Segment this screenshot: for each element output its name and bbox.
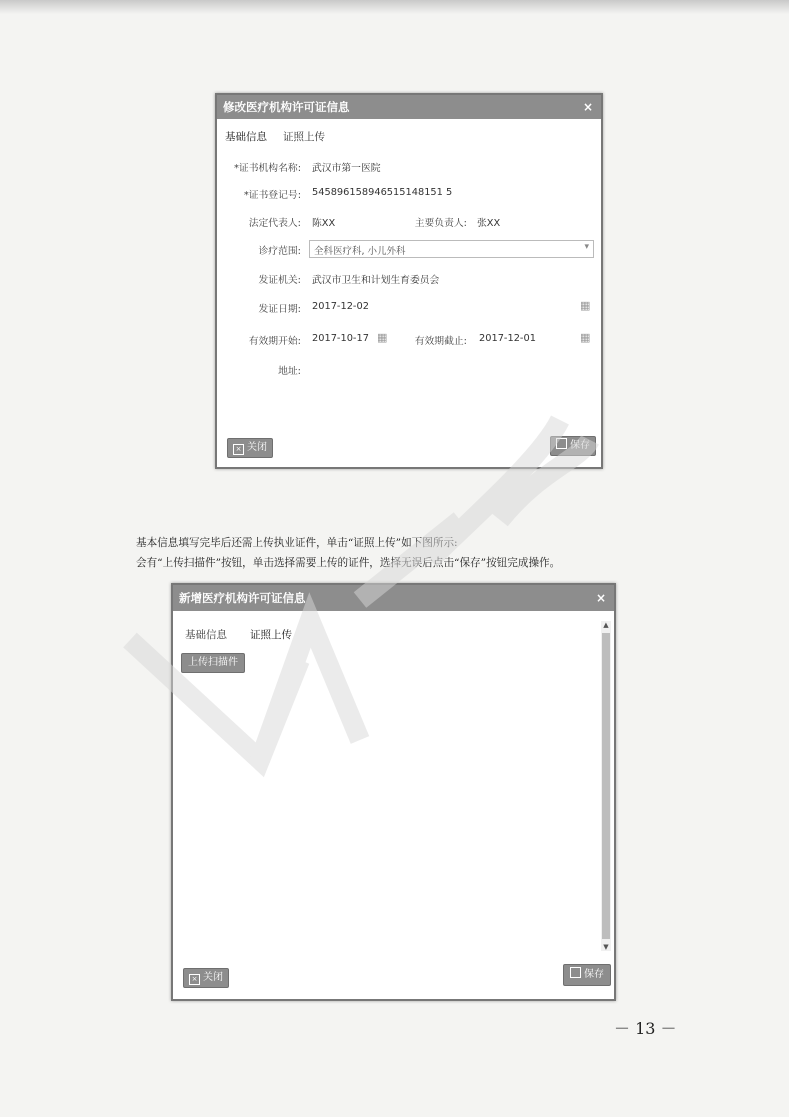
- valid-from-input[interactable]: 2017-10-17: [312, 333, 369, 344]
- floppy-disk-icon: [556, 438, 567, 449]
- org-name-value: 武汉市第一医院: [312, 163, 381, 174]
- close-button-label: 关闭: [203, 972, 223, 983]
- page-number: － 13 －: [614, 1019, 677, 1038]
- principal-label: 主要负责人:: [414, 218, 467, 229]
- principal-value: 张XX: [477, 218, 501, 229]
- close-button-label: 关闭: [247, 442, 267, 453]
- scope-selected-value: 全科医疗科, 小儿外科: [314, 246, 406, 257]
- floppy-disk-icon: [570, 967, 581, 978]
- legal-rep-label: 法定代表人:: [248, 218, 301, 229]
- issue-date-label: 发证日期:: [258, 304, 301, 315]
- valid-from-label: 有效期开始:: [248, 336, 301, 347]
- scroll-down-icon[interactable]: ▼: [603, 943, 609, 951]
- upload-scan-label: 上传扫描件: [188, 657, 238, 668]
- tab-license-upload[interactable]: 证照上传: [283, 131, 325, 143]
- save-button-label: 保存: [570, 440, 590, 451]
- tab-basic-info[interactable]: 基础信息: [225, 131, 267, 143]
- calendar-icon[interactable]: ▦: [580, 331, 591, 344]
- instruction-line-1: 基本信息填写完毕后还需上传执业证件，单击“证照上传”如下图所示:: [136, 537, 458, 549]
- edit-license-dialog: [215, 93, 603, 469]
- close-icon: ×: [189, 974, 200, 985]
- address-label: 地址:: [278, 366, 301, 377]
- scope-select[interactable]: [309, 240, 594, 258]
- close-icon[interactable]: ×: [582, 100, 593, 114]
- scan-edge-shadow: [0, 0, 789, 14]
- save-button-label: 保存: [584, 969, 604, 980]
- calendar-icon[interactable]: ▦: [377, 331, 388, 344]
- issuer-value: 武汉市卫生和计划生育委员会: [312, 275, 440, 286]
- scope-label: 诊疗范围:: [258, 246, 301, 257]
- close-icon[interactable]: ×: [595, 591, 606, 605]
- reg-no-value: 545896158946515148151 5: [312, 187, 453, 198]
- scrollbar[interactable]: [601, 621, 611, 951]
- calendar-icon[interactable]: ▦: [580, 299, 591, 312]
- save-button[interactable]: [550, 436, 596, 456]
- tab-license-upload[interactable]: 证照上传: [250, 629, 292, 641]
- close-icon: ×: [233, 444, 244, 455]
- scrollbar-thumb[interactable]: [602, 633, 610, 939]
- dialog-title: 修改医疗机构许可证信息: [223, 100, 350, 114]
- tab-basic-info[interactable]: 基础信息: [185, 629, 227, 641]
- new-license-dialog: [171, 583, 616, 1001]
- valid-to-input[interactable]: 2017-12-01: [479, 333, 536, 344]
- scroll-up-icon[interactable]: ▲: [603, 621, 609, 629]
- chevron-down-icon[interactable]: ▾: [584, 242, 589, 252]
- dialog-title-bar: [173, 585, 614, 611]
- issuer-label: 发证机关:: [258, 275, 301, 286]
- instruction-line-2: 会有“上传扫描件”按钮，单击选择需要上传的证件，选择无误后点击“保存”按钮完成操作。: [136, 557, 561, 569]
- upload-scan-button[interactable]: [181, 653, 245, 673]
- close-button[interactable]: [183, 968, 229, 988]
- save-button[interactable]: [563, 964, 611, 986]
- close-button[interactable]: [227, 438, 273, 458]
- reg-no-label: *证书登记号:: [243, 190, 301, 201]
- valid-to-label: 有效期截止:: [414, 336, 467, 347]
- dialog-title-bar: [217, 95, 601, 119]
- org-name-label: *证书机构名称:: [234, 163, 301, 174]
- issue-date-input[interactable]: 2017-12-02: [312, 301, 369, 312]
- legal-rep-value: 陈XX: [312, 218, 336, 229]
- dialog-title: 新增医疗机构许可证信息: [179, 591, 306, 605]
